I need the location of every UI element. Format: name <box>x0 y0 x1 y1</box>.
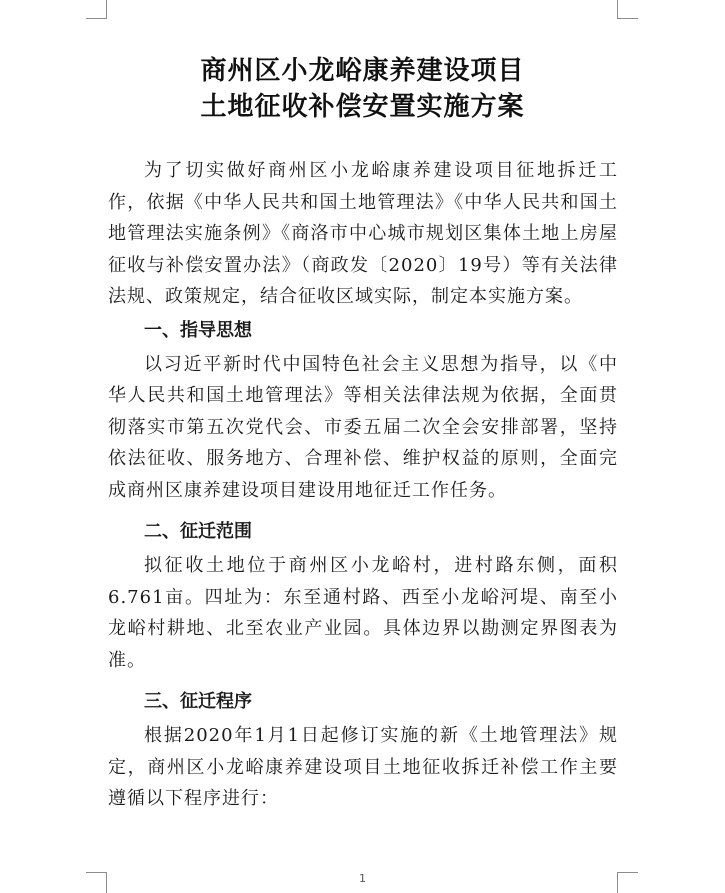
intro-paragraph: 为了切实做好商州区小龙峪康养建设项目征地拆迁工作，依据《中华人民共和国土地管理法》《中华人民共和国土地管理法实施条例》《商洛市中心城市规划区集体土地上房屋征收与补偿安置办法》（商政发〔2020〕19号）等有关法律法规、政策规定，结合征收区域实际，制定本实施方案。 <box>108 160 618 307</box>
section-heading: 一、指导思想 <box>144 319 252 341</box>
section-heading: 二、征迁范围 <box>144 521 252 542</box>
page-number: 1 <box>359 872 366 885</box>
document-title-line-1: 商州区小龙峪康养建设项目 <box>200 56 525 86</box>
page-corner-mark <box>86 0 107 19</box>
section-paragraph: 拟征收土地位于商州区小龙峪村，进村路东侧，面积6.761亩。四址为：东至通村路、西至小龙峪河堤、南至小龙峪村耕地、北至农业产业园。具体边界以勘测定界图表为准。 <box>108 555 618 671</box>
document-title-line-2: 土地征收补偿安置实施方案 <box>200 92 525 122</box>
section-paragraph: 以习近平新时代中国特色社会主义思想为指导，以《中华人民共和国土地管理法》等相关法律法规为依据，全面贯彻落实市第五次党代会、市委五届二次全会安排部署，坚持依法征收、服务地方、合理补偿、维护权益的原则，全面完成商州区康养建设项目建设用地征迁工作任务。 <box>108 353 618 501</box>
section-heading: 三、征迁程序 <box>144 691 252 712</box>
page-corner-mark <box>617 0 638 19</box>
document-body <box>108 155 618 815</box>
section-paragraph: 根据2020年1月1日起修订实施的新《土地管理法》规定，商州区小龙峪康养建设项目土地征收拆迁补偿工作主要遵循以下程序进行： <box>108 725 618 809</box>
